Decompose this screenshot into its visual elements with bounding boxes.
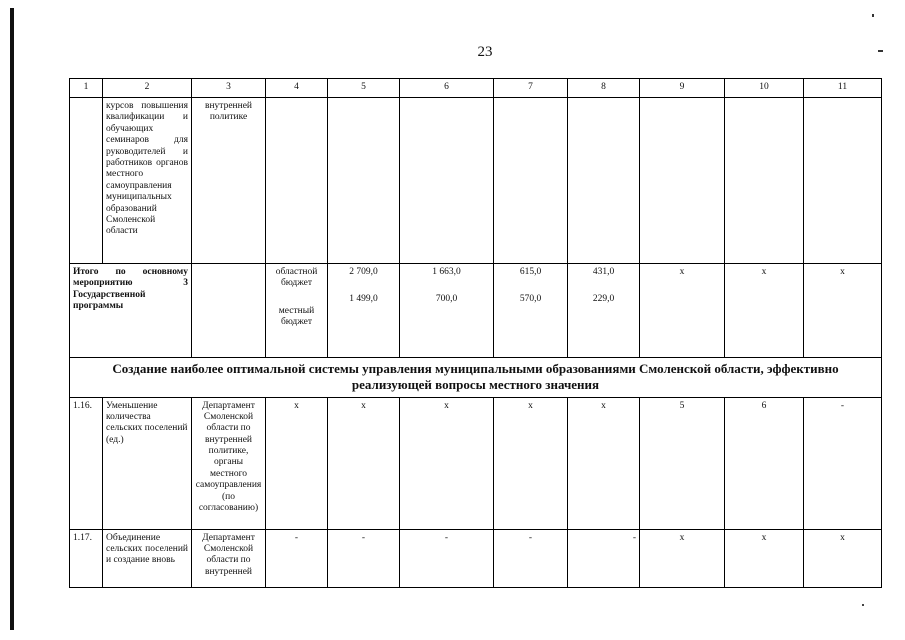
row-number: 1.16. [70,397,103,529]
executor-cell: Департамент Смоленской области по внутренней политике, органы местного самоуправления (по согласованию) [192,397,266,529]
amount-year3-cell: 431,0 229,0 [568,264,640,358]
column-number: 4 [266,79,328,98]
executor-cell: внутренней политике [192,98,266,264]
scan-speck [878,50,883,52]
value-cell: - [804,397,882,529]
column-number: 3 [192,79,266,98]
column-number: 6 [400,79,494,98]
column-number: 10 [725,79,804,98]
column-number: 7 [494,79,568,98]
section-heading-row [70,358,882,398]
value-cell: - [568,529,640,587]
column-number: 11 [804,79,882,98]
total-label: Итого по основному мероприятию 3 Государственной программы [70,264,192,358]
amount-total-cell: 2 709,0 1 499,0 [328,264,400,358]
table-row-total [70,264,882,358]
table-row-116 [70,397,882,529]
table-row-117 [70,529,882,587]
budget-regional-label: областной бюджет [275,267,318,289]
value-cell: x [640,529,725,587]
executor-cell: Департамент Смоленской области по внутренней [192,529,266,587]
value-cell: x [568,397,640,529]
mark-cell: x [804,264,882,358]
value-cell: - [494,529,568,587]
value-cell: - [400,529,494,587]
column-number-row [70,79,882,98]
value-cell: 6 [725,397,804,529]
value-cell: x [266,397,328,529]
value-cell: x [804,529,882,587]
table-row-continuation [70,98,882,264]
value-cell: x [400,397,494,529]
column-number: 5 [328,79,400,98]
value-cell: - [266,529,328,587]
row-number: 1.17. [70,529,103,587]
column-number: 2 [103,79,192,98]
mark-cell: x [725,264,804,358]
indicator-name-cell: Объединение сельских поселений и создание вновь [103,529,192,587]
page-number: 23 [477,44,493,60]
budget-source-cell [266,264,328,358]
scan-edge-bar [10,8,14,630]
value-cell: x [725,529,804,587]
value-cell: x [328,397,400,529]
column-number: 9 [640,79,725,98]
activity-name-cell: курсов повышения квалификации и обучающих семинаров для руководителей и работников органов местного самоуправления муниципальных образований Смоленской области [103,98,192,264]
scan-speck [872,14,874,17]
section-heading: Создание наиболее оптимальной системы управления муниципальными образованиями Смоленской области, эффективно реализующей вопросы местного значения [70,358,882,398]
amount-year2-cell: 615,0 570,0 [494,264,568,358]
column-number: 1 [70,79,103,98]
column-number: 8 [568,79,640,98]
program-table [69,78,882,588]
mark-cell: x [640,264,725,358]
amount-year1-cell: 1 663,0 700,0 [400,264,494,358]
scan-speck [862,604,864,606]
value-cell: x [494,397,568,529]
value-cell: 5 [640,397,725,529]
indicator-name-cell: Уменьшение количества сельских поселений (ед.) [103,397,192,529]
value-cell: - [328,529,400,587]
budget-local-label: местный бюджет [278,305,315,328]
